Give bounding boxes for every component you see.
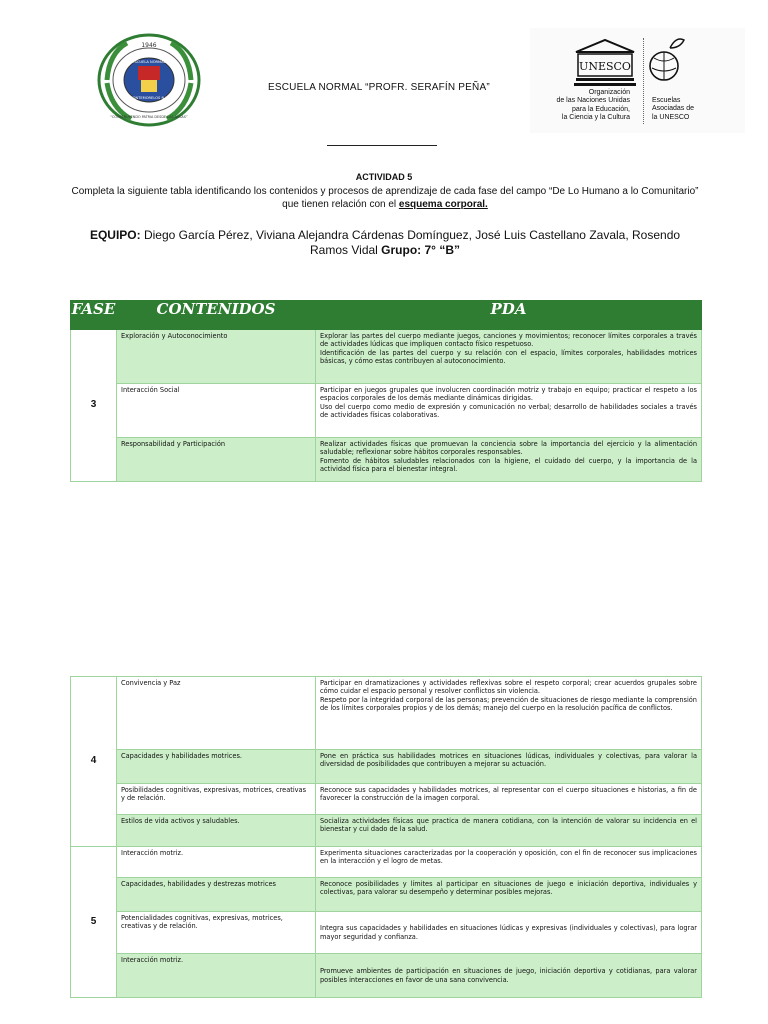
table-row — [71, 954, 702, 998]
table-row — [71, 912, 702, 954]
unesco-logo-block — [530, 28, 745, 133]
unesco-associated-schools: Escuelas Asociadas de la UNESCO — [652, 97, 695, 121]
pda-cell: Pone en práctica sus habilidades motrices en situaciones lúdicas, individuales y colectivas, para valorar la diversidad de posibilidades que contribuyen a mejorar su actuación. — [316, 750, 702, 784]
unesco-org-name: Organización de las Naciones Unidas para la Educación, la Ciencia y la Cultura — [556, 89, 630, 122]
pda-cell: Socializa actividades físicas que practica de manera cotidiana, con la intención de valorar su incidencia en el bienestar y cui dado de la salud. — [316, 815, 702, 847]
pda-cell: Explorar las partes del cuerpo mediante juegos, canciones y movimientos; reconocer límites corporales a través de actividades lúdicas que impliquen contacto físico respetuoso. Identificación de las partes del cuerpo y su relación con el espacio, límites corporales, habilidades motrices básicas, y cómo estas contribuyen al autoconocimiento. — [316, 330, 702, 384]
unesco-logo-text: UNESCO — [579, 60, 631, 73]
seal-year: 1946 — [141, 42, 157, 49]
contenido-cell: Estilos de vida activos y saludables. — [117, 815, 316, 847]
contenido-cell: Exploración y Autoconocimiento — [117, 330, 316, 384]
pda-cell: Experimenta situaciones caracterizadas por la cooperación y oposición, con el fin de reconocer sus implicaciones en la interacción y el logro de metas. — [316, 847, 702, 878]
table-row — [71, 750, 702, 784]
table-row — [71, 815, 702, 847]
seal-ring-text: “CONSTRUYENDO PATRIA DESDE LAS AULAS” — [110, 115, 188, 119]
pda-cell: Reconoce sus capacidades y habilidades motrices, al representar con el cuerpo situaciones e historias, a fin de favorecer la construcción de la imagen corporal. — [316, 784, 702, 815]
team-members: Diego García Pérez, Viviana Alejandra Cárdenas Domínguez, José Luis Castellano Zavala, Rosendo Ramos Vidal — [140, 228, 681, 257]
unesco-temple-icon — [572, 38, 638, 88]
header-contenidos: CONTENIDOS — [117, 301, 316, 330]
table-row — [71, 384, 702, 438]
signature-line — [327, 145, 437, 146]
contenido-cell: Posibilidades cognitivas, expresivas, motrices, creativas y de relación. — [117, 784, 316, 815]
pda-cell: Realizar actividades físicas que promuevan la conciencia sobre la importancia del ejercicio y la alimentación saludable; reflexionar sobre hábitos corporales responsables. Fomento de hábitos saludables relacionados con la higiene, el cuidado del cuerpo, y la importancia de la actividad física para el bienestar integral. — [316, 438, 702, 482]
group-value: 7° “B” — [421, 243, 460, 257]
school-name: ESCUELA NORMAL “PROFR. SERAFÍN PEÑA” — [268, 82, 490, 93]
contenido-cell: Interacción Social — [117, 384, 316, 438]
school-seal-logo — [97, 33, 201, 127]
activity-title: ACTIVIDAD 5 — [355, 172, 413, 182]
associated-schools-icon — [646, 34, 686, 86]
fase-4-label: 4 — [71, 677, 117, 847]
table-row — [71, 847, 702, 878]
pda-cell: Promueve ambientes de participación en situaciones de juego, iniciación deportiva y cotidianas, para valorar posibles interacciones en favor de una sana convivencia. — [316, 954, 702, 998]
team-info — [74, 228, 696, 258]
team-label: EQUIPO: — [89, 228, 141, 242]
seal-inner-bottom: MONTEMORELOS N.L. — [129, 96, 169, 100]
contenido-cell: Capacidades y habilidades motrices. — [117, 750, 316, 784]
table-row — [71, 784, 702, 815]
table-header-row — [71, 301, 702, 330]
contents-table-phases-4-5 — [70, 676, 702, 998]
contenido-cell: Convivencia y Paz — [117, 677, 316, 750]
table-row — [71, 878, 702, 912]
unesco-divider — [643, 38, 645, 124]
fase-5-label: 5 — [71, 847, 117, 998]
table-row — [71, 438, 702, 482]
contenido-cell: Interacción motriz. — [117, 954, 316, 998]
contenido-cell: Potencialidades cognitivas, expresivas, motrices, creativas y de relación. — [117, 912, 316, 954]
contenido-cell: Responsabilidad y Participación — [117, 438, 316, 482]
contenido-cell: Capacidades, habilidades y destrezas motrices — [117, 878, 316, 912]
table-row — [71, 677, 702, 750]
pda-cell: Participar en dramatizaciones y actividades reflexivas sobre el respeto corporal; crear acuerdos grupales sobre cómo cuidar el espacio personal y resolver conflictos sin violencia. Respeto por la integridad corporal de las personas; prevención de situaciones de riesgo mediante la comprensión de los límites corporales propios y de los demás; manejo del cuerpo en la resolución pacífica de conflictos. — [316, 677, 702, 750]
pda-cell: Integra sus capacidades y habilidades en situaciones lúdicas y expresivas (individuales y colectivas), para lograr mayor seguridad y confianza. — [316, 912, 702, 954]
pda-cell: Reconoce posibilidades y límites al participar en situaciones de juego e iniciación deportiva, individuales y colectivas, para valorar su desempeño y determinar posibles mejoras. — [316, 878, 702, 912]
header-fase: FASE — [71, 301, 117, 330]
fase-3-label: 3 — [71, 330, 117, 482]
table-row — [71, 330, 702, 384]
pda-cell: Participar en juegos grupales que involucren coordinación motriz y trabajo en equipo; practicar el respeto a los espacios corporales de los demás mediante dinámicas dirigidas. Uso del cuerpo como medio de expresión y comunicación no verbal; desarrollo de habilidades sociales a través de actividades físicas colaborativas. — [316, 384, 702, 438]
activity-instructions: Completa la siguiente tabla identificando los contenidos y procesos de aprendizaje de cada fase del campo “De Lo Humano a lo Comunitario” que tienen relación con el esquema corporal. — [71, 186, 699, 210]
header-pda: PDA — [316, 301, 702, 330]
seal-inner-top: ESCUELA NORMAL — [132, 60, 166, 64]
group-label: Grupo: — [381, 243, 422, 257]
contenido-cell: Interacción motriz. — [117, 847, 316, 878]
contents-table-phase-3 — [70, 300, 702, 482]
instructions-emphasis: esquema corporal. — [398, 199, 488, 210]
